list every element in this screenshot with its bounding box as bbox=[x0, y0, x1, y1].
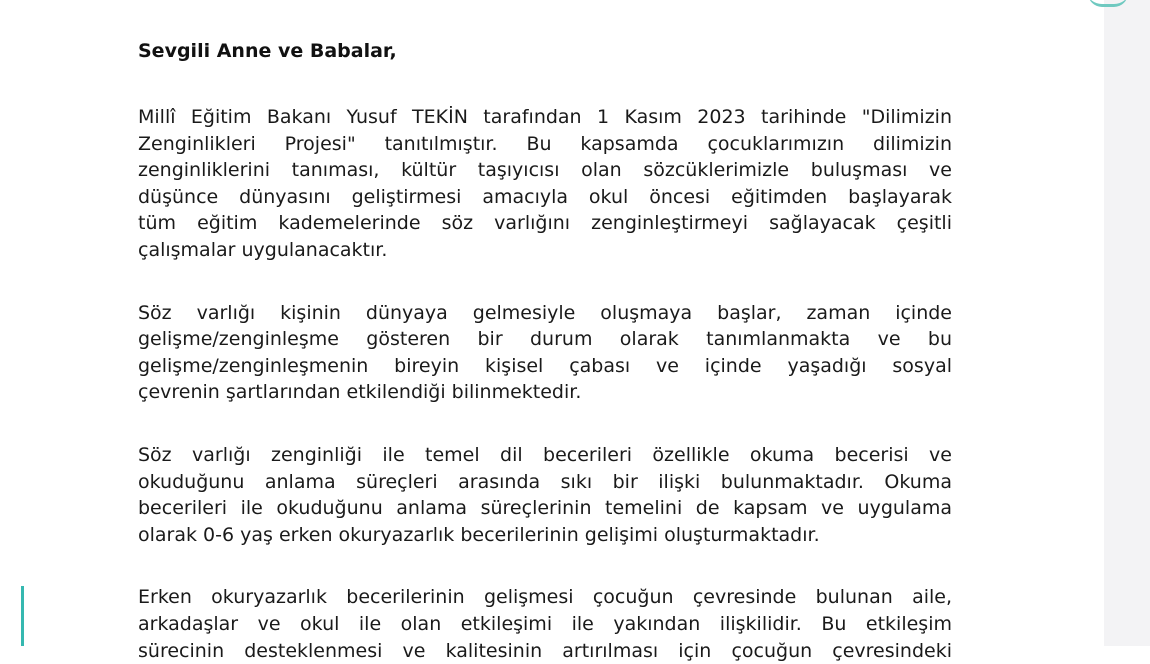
paragraph-line: becerileri ile okuduğunu anlama süreçlerinin temelini de kapsam ve uygulama bbox=[138, 495, 952, 522]
paragraph-line: çalışmalar uygulanacaktır. bbox=[138, 237, 952, 264]
paragraph-line: düşünce dünyasını geliştirmesi amacıyla okul öncesi eğitimden başlayarak bbox=[138, 184, 952, 211]
paragraph-line: Söz varlığı zenginliği ile temel dil becerileri özellikle okuma becerisi ve bbox=[138, 442, 952, 469]
paragraph-line: olarak 0-6 yaş erken okuryazarlık becerilerinin gelişimi oluşturmaktadır. bbox=[138, 522, 952, 549]
letter-body bbox=[138, 34, 952, 664]
paragraph-line: çevrenin şartlarından etkilendiği bilinmektedir. bbox=[138, 379, 952, 406]
letter-salutation: Sevgili Anne ve Babalar, bbox=[138, 34, 952, 68]
paragraph-line: gelişme/zenginleşme gösteren bir durum olarak tanımlanmakta ve bu bbox=[138, 326, 952, 353]
paragraph-3 bbox=[138, 442, 952, 548]
paragraph-line: zenginliklerini tanıması, kültür taşıyıcısı olan sözcüklerimizle buluşması ve bbox=[138, 157, 952, 184]
paragraph-line: sürecinin desteklenmesi ve kalitesinin artırılması için çocuğun çevresindeki bbox=[138, 638, 952, 664]
paragraph-line: tüm eğitim kademelerinde söz varlığını zenginleştirmeyi sağlayacak çeşitli bbox=[138, 210, 952, 237]
decorative-accent-bar bbox=[21, 586, 24, 646]
paragraph-line: arkadaşlar ve okul ile olan etkileşimi ile yakından ilişkilidir. Bu etkileşim bbox=[138, 611, 952, 638]
paragraph-line: gelişme/zenginleşmenin bireyin kişisel çabası ve içinde yaşadığı sosyal bbox=[138, 353, 952, 380]
right-margin-strip bbox=[1104, 0, 1150, 646]
paragraph-line: okuduğunu anlama süreçleri arasında sıkı bir ilişki bulunmaktadır. Okuma bbox=[138, 469, 952, 496]
paragraph-line: Erken okuryazarlık becerilerinin gelişmesi çocuğun çevresinde bulunan aile, bbox=[138, 584, 952, 611]
paragraph-line: Zenginlikleri Projesi" tanıtılmıştır. Bu kapsamda çocuklarımızın dilimizin bbox=[138, 131, 952, 158]
paragraph-4 bbox=[138, 584, 952, 664]
paragraph-1 bbox=[138, 104, 952, 264]
paragraph-2 bbox=[138, 300, 952, 406]
paragraph-line: Millî Eğitim Bakanı Yusuf TEKİN tarafından 1 Kasım 2023 tarihinde "Dilimizin bbox=[138, 104, 952, 131]
paragraph-line: Söz varlığı kişinin dünyaya gelmesiyle oluşmaya başlar, zaman içinde bbox=[138, 300, 952, 327]
